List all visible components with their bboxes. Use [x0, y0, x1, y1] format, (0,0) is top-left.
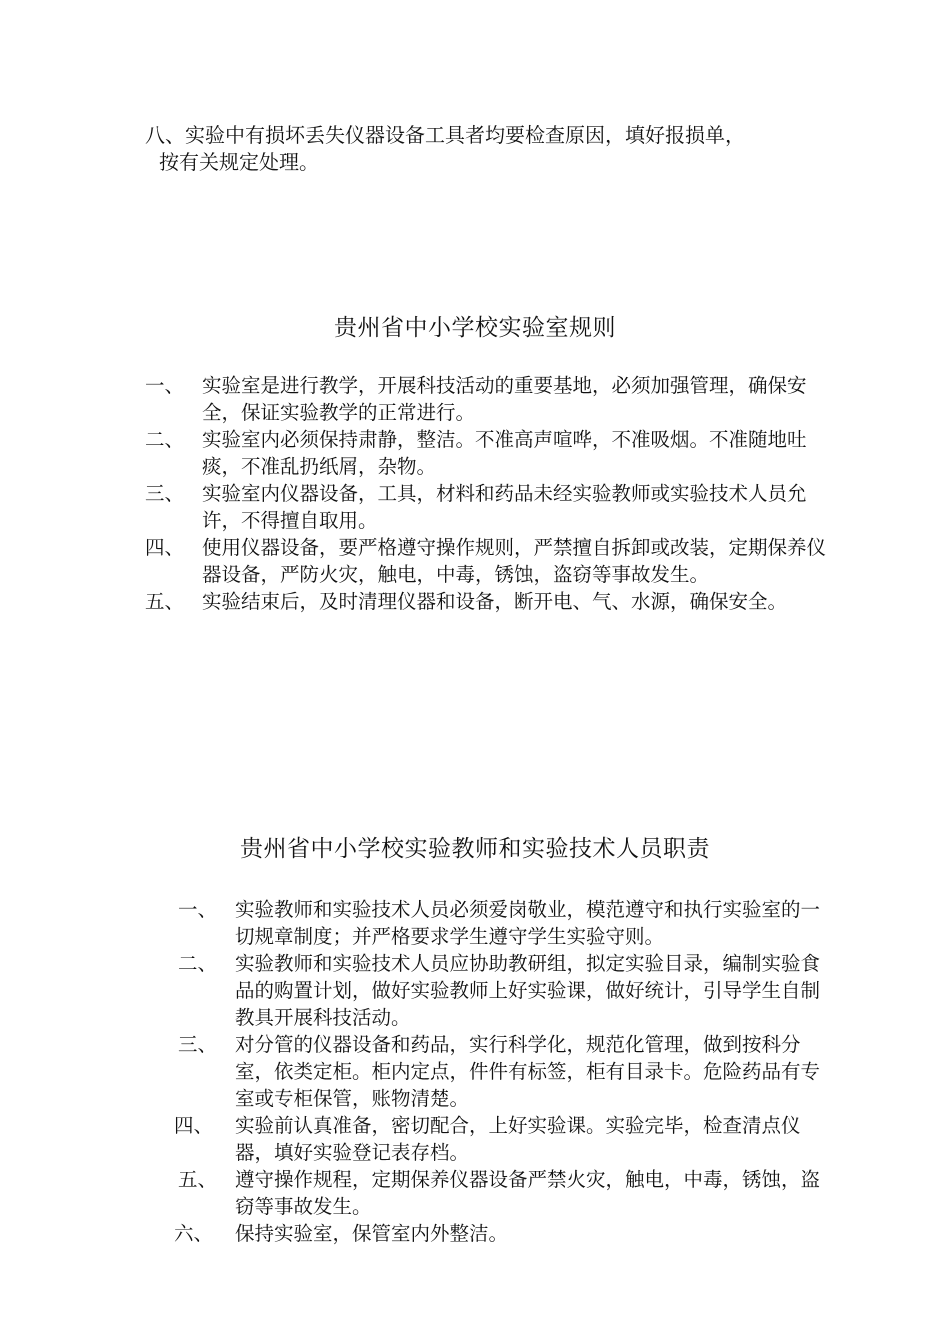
section-2-duties-list	[174, 896, 828, 1247]
rule-text: 实验室内仪器设备，工具，材料和药品未经实验教师或实验技术人员允许，不得擅自取用。	[202, 482, 807, 532]
rule-item	[145, 372, 835, 426]
duty-number: 一、	[178, 898, 218, 921]
rule-number: 三、	[145, 482, 185, 505]
rule-text: 实验室内必须保持肃静，整洁。不准高声喧哗，不准吸烟。不准随地吐痰，不准乱扔纸屑，杂物。	[202, 428, 807, 478]
duty-number: 三、	[178, 1033, 218, 1056]
rule-text: 实验室是进行教学，开展科技活动的重要基地，必须加强管理，确保安全，保证实验教学的正常进行。	[202, 374, 807, 424]
section-2-title: 贵州省中小学校实验教师和实验技术人员职责	[240, 836, 710, 862]
duty-text: 实验前认真准备，密切配合，上好实验课。实验完毕，检查清点仪器，填好实验登记表存档。	[235, 1114, 801, 1164]
duty-number: 二、	[178, 952, 218, 975]
rule-item	[145, 426, 835, 480]
rule-item	[145, 588, 835, 615]
rule-number: 五、	[145, 590, 185, 613]
duty-text: 对分管的仪器设备和药品，实行科学化，规范化管理，做到按科分室，依类定柜。柜内定点，件件有标签，柜有目录卡。危险药品有专室或专柜保管，账物清楚。	[235, 1033, 821, 1110]
rule-text: 使用仪器设备，要严格遵守操作规则，严禁擅自拆卸或改装，定期保养仪器设备，严防火灾，触电，中毒，锈蚀，盗窃等事故发生。	[202, 536, 827, 586]
rule-number: 一、	[145, 374, 185, 397]
duty-item	[178, 950, 828, 1031]
rule-item	[145, 534, 835, 588]
duty-item	[174, 1112, 828, 1166]
duty-item	[174, 1220, 828, 1247]
section-1-title: 贵州省中小学校实验室规则	[334, 315, 616, 341]
rule-number: 二、	[145, 428, 185, 451]
duty-number: 五、	[178, 1168, 218, 1191]
rule-number: 四、	[145, 536, 185, 559]
duty-item	[178, 896, 828, 950]
duty-number: 四、	[174, 1114, 214, 1137]
duty-text: 实验教师和实验技术人员应协助教研组，拟定实验目录，编制实验食品的购置计划，做好实验教师上好实验课，做好统计，引导学生自制教具开展科技活动。	[235, 952, 821, 1029]
duty-text: 实验教师和实验技术人员必须爱岗敬业，模范遵守和执行实验室的一切规章制度；并严格要求学生遵守学生实验守则。	[235, 898, 821, 948]
rule-item	[145, 480, 835, 534]
duty-number: 六、	[174, 1222, 214, 1245]
intro-paragraph	[145, 122, 825, 176]
rule-text: 实验结束后，及时清理仪器和设备，断开电、气、水源，确保安全。	[202, 590, 788, 613]
duty-text: 保持实验室，保管室内外整洁。	[235, 1222, 509, 1245]
duty-item	[178, 1166, 828, 1220]
section-1-rules-list	[145, 372, 835, 615]
duty-text: 遵守操作规程，定期保养仪器设备严禁火灾，触电，中毒，锈蚀，盗窃等事故发生。	[235, 1168, 821, 1218]
duty-item	[178, 1031, 828, 1112]
intro-line-1: 八、实验中有损坏丢失仪器设备工具者均要检查原因，填好报损单，	[145, 123, 745, 147]
intro-line-2: 按有关规定处理。	[159, 150, 319, 174]
